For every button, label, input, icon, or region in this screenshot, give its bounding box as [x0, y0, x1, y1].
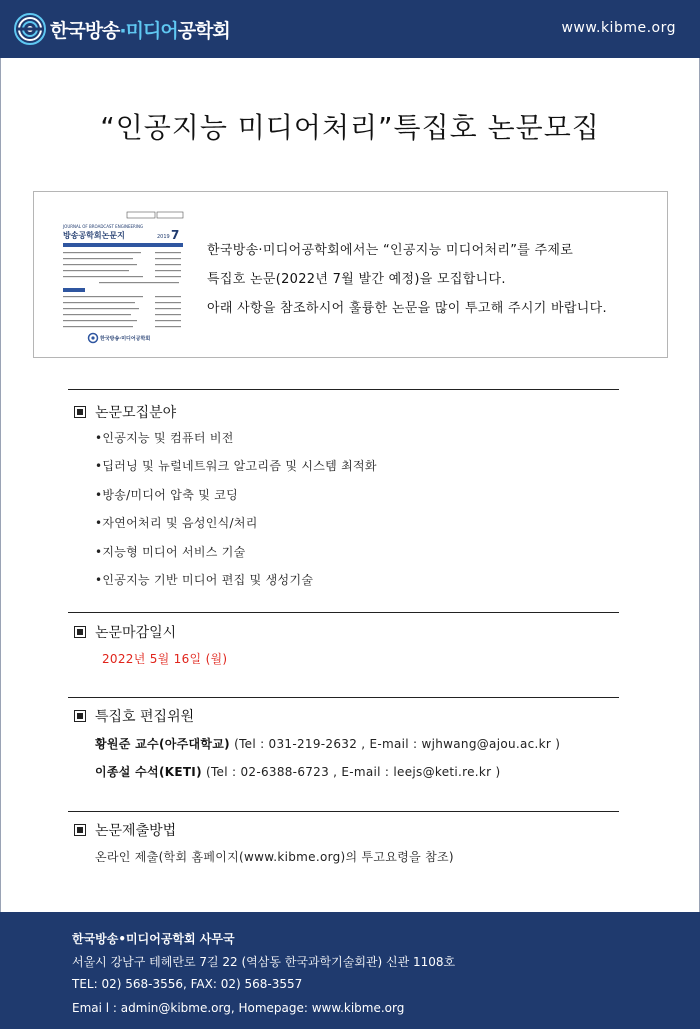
topic-item: •인공지능 및 컴퓨터 비전: [95, 431, 234, 445]
checkbox-square-icon: [74, 406, 86, 418]
section-title-deadline: 논문마감일시: [74, 622, 176, 642]
footer-bar: [0, 912, 700, 1029]
section-title-submission: 논문제출방법: [74, 820, 176, 840]
cover-journal-en: JOURNAL OF BROADCAST ENGINEERING: [63, 224, 144, 229]
checkbox-square-icon: [74, 626, 86, 638]
deadline-date: 2022년 5월 16일 (월): [102, 652, 228, 666]
society-logo-text: 한국방송·미디어공학회: [50, 19, 230, 42]
section-title-committee: 특집호 편집위원: [74, 706, 194, 726]
committee-member: [95, 763, 500, 780]
member-name: 황원준 교수(아주대학교): [95, 737, 230, 751]
page-title: “인공지능 미디어처리”특집호 논문모집: [100, 111, 600, 144]
society-logo[interactable]: [14, 13, 230, 45]
intro-line: 특집호 논문(2022년 7월 발간 예정)을 모집합니다.: [207, 272, 506, 287]
section-divider: [68, 612, 619, 613]
journal-cover-image: [59, 208, 189, 348]
committee-member: [95, 735, 560, 752]
footer-email-homepage[interactable]: Emai l : admin@kibme.org, Homepage: www.kibme.org: [72, 1001, 405, 1015]
section-divider: [68, 811, 619, 812]
topic-item: •인공지능 기반 미디어 편집 및 생성기술: [95, 573, 314, 587]
topic-item: •방송/미디어 압축 및 코딩: [95, 488, 238, 502]
intro-text: [207, 236, 667, 323]
cover-publisher: 한국방송·미디어공학회: [100, 336, 151, 342]
footer-address: 서울시 강남구 테헤란로 7길 22 (역삼동 한국과학기술회관) 신관 1108호: [72, 955, 456, 969]
topic-item: •자연어처리 및 음성인식/처리: [95, 516, 258, 530]
society-emblem-icon: [14, 13, 46, 45]
intro-box: [33, 191, 668, 358]
footer-office-title: 한국방송•미디어공학회 사무국: [72, 932, 235, 946]
section-divider: [68, 389, 619, 390]
member-contact[interactable]: (Tel : 031-219-2632 , E-mail : wjhwang@ajou.ac.kr ): [234, 737, 561, 751]
cover-journal-kr: 방송공학회논문지: [63, 231, 125, 240]
header-site-url[interactable]: www.kibme.org: [561, 20, 676, 36]
submission-method: 온라인 제출(학회 홈페이지(www.kibme.org)의 투고요령을 참조): [95, 850, 454, 864]
header-bar: [0, 0, 700, 58]
member-name: 이종설 수석(KETI): [95, 765, 202, 779]
topic-item: •딥러닝 및 뉴럴네트워크 알고리즘 및 시스템 최적화: [95, 459, 377, 473]
footer-phone-fax: TEL: 02) 568-3556, FAX: 02) 568-3557: [72, 977, 303, 991]
intro-line: 한국방송·미디어공학회에서는 “인공지능 미디어처리”를 주제로: [207, 243, 574, 258]
section-divider: [68, 697, 619, 698]
intro-line: 아래 사항을 참조하시어 훌륭한 논문을 많이 투고해 주시기 바랍니다.: [207, 301, 607, 316]
cover-issue-no: 7: [171, 228, 180, 242]
member-contact[interactable]: (Tel : 02-6388-6723 , E-mail : leejs@keti.re.kr ): [205, 765, 501, 779]
checkbox-square-icon: [74, 710, 86, 722]
cover-issue-year: 2019: [157, 234, 170, 240]
topic-item: •지능형 미디어 서비스 기술: [95, 545, 246, 559]
section-title-topics: 논문모집분야: [74, 402, 176, 422]
checkbox-square-icon: [74, 824, 86, 836]
